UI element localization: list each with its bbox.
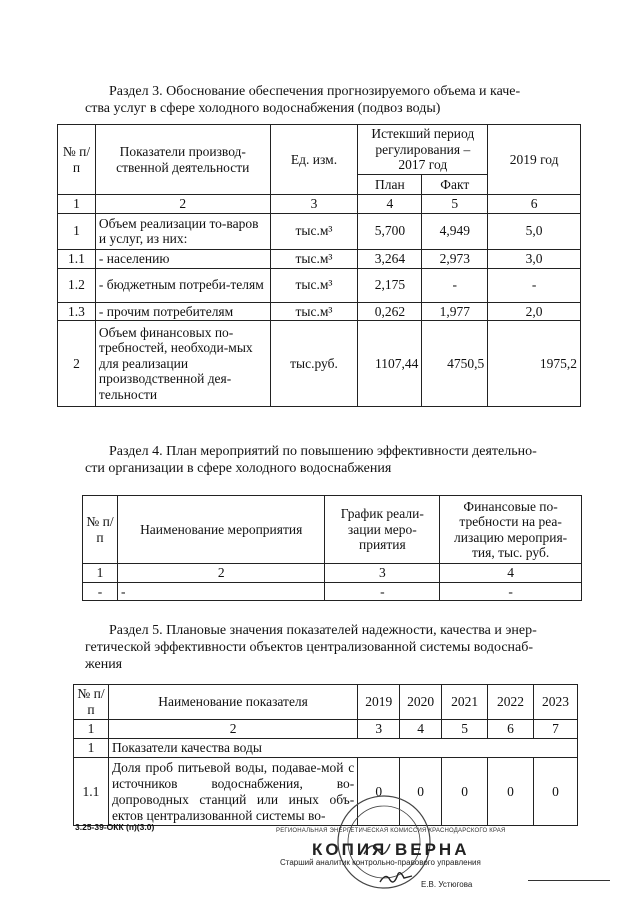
row-fact: 2,973 — [422, 249, 488, 268]
row-plan: 2,175 — [358, 268, 422, 302]
column-number-row — [83, 564, 582, 583]
col-number: 6 — [488, 195, 581, 214]
row-num: 1.1 — [74, 758, 109, 826]
section3-heading-line1: Раздел 3. Обоснование обеспечения прогнозируемого объема и каче- — [109, 84, 521, 99]
header-fact: Факт — [422, 175, 488, 195]
header-period: Истекший период регулирования – 2017 год — [358, 125, 488, 175]
col-number: 4 — [358, 195, 422, 214]
row-finance: - — [440, 582, 582, 601]
header-year: 2020 — [400, 685, 442, 720]
row-fact: - — [422, 268, 488, 302]
col-number: 2 — [108, 720, 357, 739]
section3-table — [57, 124, 581, 407]
row-unit: тыс.м³ — [270, 213, 358, 249]
document-code: 3.25-39-ОКК (п)(3.0) — [75, 822, 155, 832]
row-value: 0 — [442, 758, 488, 826]
row-fact: 4,949 — [422, 213, 488, 249]
stamp-position: Старший аналитик контрольно-правового управления — [280, 858, 481, 867]
header-plan: План — [358, 175, 422, 195]
row-2019: 2,0 — [488, 302, 581, 321]
row-name: Объем финансовых по-требностей, необходи-мых для реализации производственной дея-тельности — [95, 321, 270, 407]
row-value: 0 — [400, 758, 442, 826]
col-number: 3 — [358, 720, 400, 739]
row-num: 1.2 — [58, 268, 96, 302]
row-value: 0 — [488, 758, 534, 826]
section5-heading-line3: жения — [85, 657, 123, 672]
table-row — [83, 582, 582, 601]
row-plan: 0,262 — [358, 302, 422, 321]
column-number-row — [74, 720, 578, 739]
col-number: 7 — [534, 720, 578, 739]
row-value: 0 — [534, 758, 578, 826]
header-year: 2019 — [358, 685, 400, 720]
row-2019: 3,0 — [488, 249, 581, 268]
col-number: 2 — [117, 564, 325, 583]
col-number: 2 — [95, 195, 270, 214]
group-row — [74, 739, 578, 758]
group-num: 1 — [74, 739, 109, 758]
row-value: 0 — [358, 758, 400, 826]
row-fact: 4750,5 — [422, 321, 488, 407]
section5-heading-line2: гетической эффективности объектов централизованной системы водоснаб- — [85, 640, 534, 655]
certification-stamp — [276, 824, 506, 894]
table-row — [58, 249, 581, 268]
column-number-row — [58, 195, 581, 214]
row-unit: тыс.руб. — [270, 321, 358, 407]
col-number: 1 — [83, 564, 118, 583]
header-year: 2019 год — [488, 125, 581, 195]
header-year: 2023 — [534, 685, 578, 720]
col-number: 5 — [422, 195, 488, 214]
row-num: 1 — [58, 213, 96, 249]
header-finance: Финансовые по-требности на реа-лизацию мероприя-тия, тыс. руб. — [440, 496, 582, 564]
group-name: Показатели качества воды — [108, 739, 577, 758]
table-row — [58, 321, 581, 407]
section4-table — [82, 495, 582, 601]
table-row — [74, 758, 578, 826]
section3-heading — [85, 83, 581, 117]
header-name: Наименование мероприятия — [117, 496, 325, 564]
header-year: 2021 — [442, 685, 488, 720]
col-number: 6 — [488, 720, 534, 739]
col-number: 5 — [442, 720, 488, 739]
row-unit: тыс.м³ — [270, 302, 358, 321]
section5-heading-line1: Раздел 5. Плановые значения показателей надежности, качества и энер- — [109, 623, 537, 638]
header-unit: Ед. изм. — [270, 125, 358, 195]
row-num: - — [83, 582, 118, 601]
row-unit: тыс.м³ — [270, 268, 358, 302]
table-row — [58, 268, 581, 302]
stamp-organization: РЕГИОНАЛЬНАЯ ЭНЕРГЕТИЧЕСКАЯ КОМИССИЯ КРАСНОДАРСКОГО КРАЯ — [276, 828, 506, 834]
row-plan: 1107,44 — [358, 321, 422, 407]
signature-line — [528, 880, 610, 881]
section4-heading-line2: сти организации в сфере холодного водоснабжения — [85, 461, 392, 476]
row-name: - населению — [95, 249, 270, 268]
col-number: 3 — [325, 564, 440, 583]
row-num: 1.1 — [58, 249, 96, 268]
row-2019: 5,0 — [488, 213, 581, 249]
section5-table — [73, 684, 578, 826]
col-number: 3 — [270, 195, 358, 214]
row-2019: 1975,2 — [488, 321, 581, 407]
header-indicator: Показатели производ-ственной деятельности — [95, 125, 270, 195]
row-plan: 3,264 — [358, 249, 422, 268]
section5-heading — [85, 622, 581, 673]
row-2019: - — [488, 268, 581, 302]
row-name: Доля проб питьевой воды, подавае-мой с источников водоснабжения, во-допроводных станций или иных объ-ектов централизованной системы во- — [108, 758, 357, 826]
stamp-signer: Е.В. Устюгова — [421, 880, 473, 889]
col-number: 1 — [74, 720, 109, 739]
col-number: 4 — [440, 564, 582, 583]
row-plan: 5,700 — [358, 213, 422, 249]
col-number: 4 — [400, 720, 442, 739]
section4-heading — [85, 443, 581, 477]
col-number: 1 — [58, 195, 96, 214]
row-name: Объем реализации то-варов и услуг, из них: — [95, 213, 270, 249]
header-schedule: График реали-зации меро-приятия — [325, 496, 440, 564]
row-num: 2 — [58, 321, 96, 407]
row-name: - — [117, 582, 325, 601]
row-name: - прочим потребителям — [95, 302, 270, 321]
row-schedule: - — [325, 582, 440, 601]
row-fact: 1,977 — [422, 302, 488, 321]
stamp-title: КОПИЯ ВЕРНА — [312, 840, 470, 859]
header-num: № п/п — [74, 685, 109, 720]
row-num: 1.3 — [58, 302, 96, 321]
row-unit: тыс.м³ — [270, 249, 358, 268]
row-name: - бюджетным потреби-телям — [95, 268, 270, 302]
header-year: 2022 — [488, 685, 534, 720]
table-row — [58, 213, 581, 249]
signature-icon — [376, 868, 416, 888]
section4-heading-line1: Раздел 4. План мероприятий по повышению эффективности деятельно- — [109, 444, 537, 459]
section3-heading-line2: ства услуг в сфере холодного водоснабжения (подвоз воды) — [85, 101, 441, 116]
header-num: № п/п — [83, 496, 118, 564]
table-row — [58, 302, 581, 321]
header-name: Наименование показателя — [108, 685, 357, 720]
header-num: № п/п — [58, 125, 96, 195]
